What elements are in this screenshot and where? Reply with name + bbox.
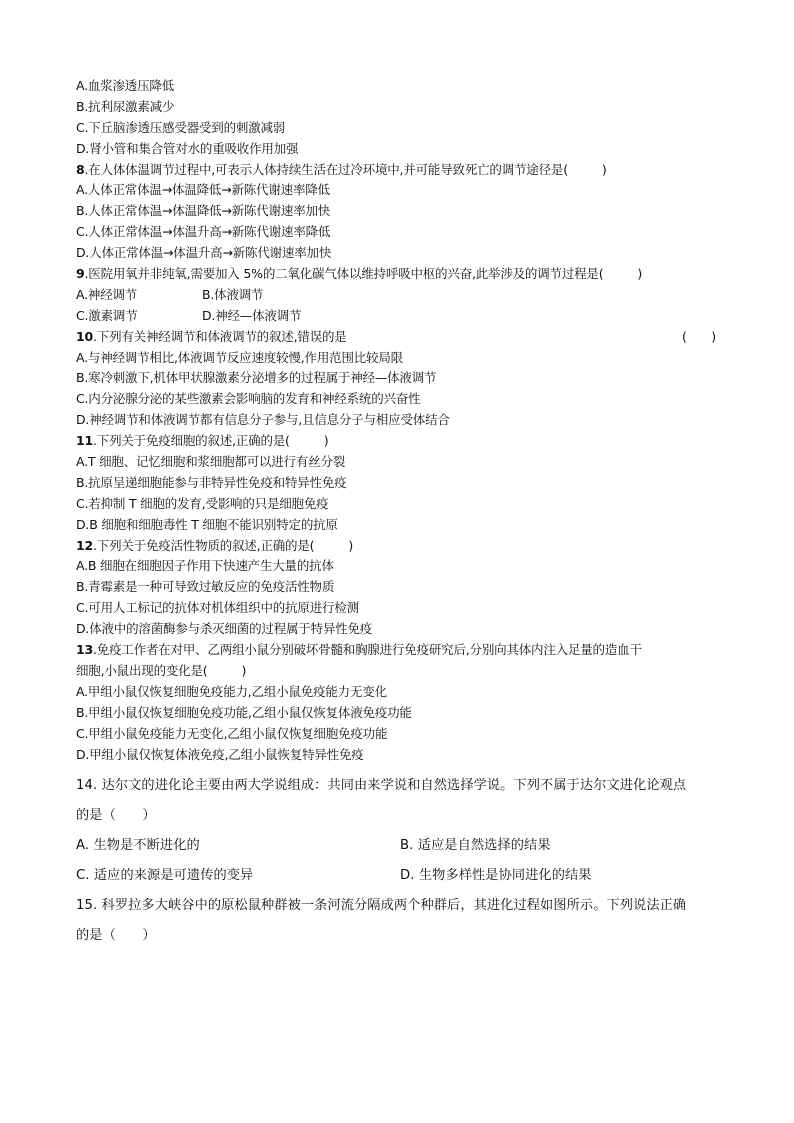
option-10b: B.寒冷刺激下,机体甲状腺激素分泌增多的过程属于神经—体液调节	[76, 370, 437, 386]
option-11d: D.B 细胞和细胞毒性 T 细胞不能识别特定的抗原	[76, 516, 338, 532]
option-9a: A.神经调节	[76, 286, 138, 302]
question-14	[76, 771, 726, 891]
option-13d: D.甲组小鼠仅恢复体液免疫,乙组小鼠恢复特异性免疫	[76, 746, 364, 762]
option-14b: B. 适应是自然选择的结果	[400, 838, 551, 854]
option-8b: B.人体正常体温→体温降低→新陈代谢速率加快	[76, 203, 331, 219]
question-13-stem-cont	[76, 661, 726, 682]
option-12d: D.体液中的溶菌酶参与杀灭细菌的过程属于特异性免疫	[76, 621, 373, 637]
paren-close: )	[601, 161, 607, 177]
question-10	[76, 327, 726, 431]
question-number: 10	[76, 328, 93, 344]
question-8-stem	[76, 160, 726, 181]
question-number: 12	[76, 537, 93, 553]
paren-close: )	[348, 537, 354, 553]
stem-text: .在人体体温调节过程中,可表示人体持续生活在过冷环境中,并可能导致死亡的调节途径是(	[84, 161, 568, 177]
option-14d: D. 生物多样性是协同进化的结果	[400, 868, 592, 884]
question-8	[76, 160, 726, 264]
question-number: 9	[76, 266, 85, 282]
paren-close: )	[323, 433, 329, 449]
option-7b: B.抗利尿激素减少	[76, 98, 175, 114]
option-7c: C.下丘脑渗透压感受器受到的刺激减弱	[76, 119, 286, 135]
exam-page	[76, 76, 726, 951]
question-11-stem	[76, 431, 726, 452]
question-15	[76, 891, 726, 951]
option-10d: D.神经调节和体液调节都有信息分子参与,且信息分子与相应受体结合	[76, 412, 450, 428]
stem-text: .下列关于免疫活性物质的叙述,正确的是(	[93, 537, 315, 553]
option-8d: D.人体正常体温→体温升高→新陈代谢速率加快	[76, 245, 332, 261]
option-row	[76, 831, 726, 861]
paren-close: )	[241, 662, 247, 678]
question-9-stem	[76, 264, 726, 285]
option-14c: C. 适应的来源是可遗传的变异	[76, 868, 254, 884]
option-10a: A.与神经调节相比,体液调节反应速度较慢,作用范围比较局限	[76, 349, 403, 365]
question-13-stem	[76, 640, 726, 661]
stem-text: .下列有关神经调节和体液调节的叙述,错误的是	[93, 328, 347, 344]
question-number: 13	[76, 642, 93, 658]
question-number: 11	[76, 433, 93, 449]
stem-text: .医院用氧并非纯氧,需要加入 5%的二氧化碳气体以维持呼吸中枢的兴奋,此举涉及的调节过程是(	[84, 266, 604, 282]
question-9	[76, 264, 726, 327]
option-9b: B.体液调节	[202, 286, 264, 302]
stem-text: .下列关于免疫细胞的叙述,正确的是(	[93, 433, 290, 449]
option-12a: A.B 细胞在细胞因子作用下快速产生大量的抗体	[76, 558, 334, 574]
question-12	[76, 536, 726, 640]
question-14-stem: 14. 达尔文的进化论主要由两大学说组成：共同由来学说和自然选择学说。下列不属于达尔文进化论观点	[76, 778, 687, 794]
option-row	[76, 306, 726, 327]
option-9d: D.神经—体液调节	[202, 307, 302, 323]
option-8c: C.人体正常体温→体温升高→新陈代谢速率降低	[76, 224, 331, 240]
question-10-stem	[76, 327, 716, 348]
option-11a: A.T 细胞、记忆细胞和浆细胞都可以进行有丝分裂	[76, 454, 346, 470]
option-13b: B.甲组小鼠仅恢复细胞免疫功能,乙组小鼠仅恢复体液免疫功能	[76, 704, 412, 720]
stem-text: .免疫工作者在对甲、乙两组小鼠分别破坏骨髓和胸腺进行免疫研究后,分别向其体内注入足量的造血干	[93, 642, 642, 658]
option-7a: A.血浆渗透压降低	[76, 78, 175, 93]
option-10c: C.内分泌腺分泌的某些激素会影响脑的发育和神经系统的兴奋性	[76, 391, 421, 407]
question-11	[76, 431, 726, 535]
option-11b: B.抗原呈递细胞能参与非特异性免疫和特异性免疫	[76, 474, 347, 490]
option-12b: B.青霉素是一种可导致过敏反应的免疫活性物质	[76, 579, 335, 595]
option-12c: C.可用人工标记的抗体对机体组织中的抗原进行检测	[76, 600, 359, 616]
paren-close: )	[637, 266, 643, 282]
question-12-stem	[76, 536, 726, 557]
question-13	[76, 640, 726, 765]
question-14-stem-cont: 的是（ ）	[76, 808, 156, 824]
option-14a: A. 生物是不断进化的	[76, 838, 200, 854]
option-13c: C.甲组小鼠免疫能力无变化,乙组小鼠仅恢复细胞免疫功能	[76, 725, 388, 741]
question-7-options	[76, 76, 726, 160]
stem-text: 细胞,小鼠出现的变化是(	[76, 662, 208, 678]
option-9c: C.激素调节	[76, 307, 138, 323]
answer-paren: ( )	[682, 328, 716, 344]
option-row	[76, 861, 726, 891]
option-7d: D.肾小管和集合管对水的重吸收作用加强	[76, 140, 299, 156]
option-13a: A.甲组小鼠仅恢复细胞免疫能力,乙组小鼠免疫能力无变化	[76, 683, 387, 699]
question-15-stem: 15. 科罗拉多大峡谷中的原松鼠种群被一条河流分隔成两个种群后，其进化过程如图所示。下列说法正确	[76, 898, 687, 914]
option-11c: C.若抑制 T 细胞的发育,受影响的只是细胞免疫	[76, 495, 329, 511]
option-8a: A.人体正常体温→体温降低→新陈代谢速率降低	[76, 182, 330, 198]
question-15-stem-cont: 的是（ ）	[76, 928, 156, 944]
option-row	[76, 285, 726, 306]
question-number: 8	[76, 161, 85, 177]
